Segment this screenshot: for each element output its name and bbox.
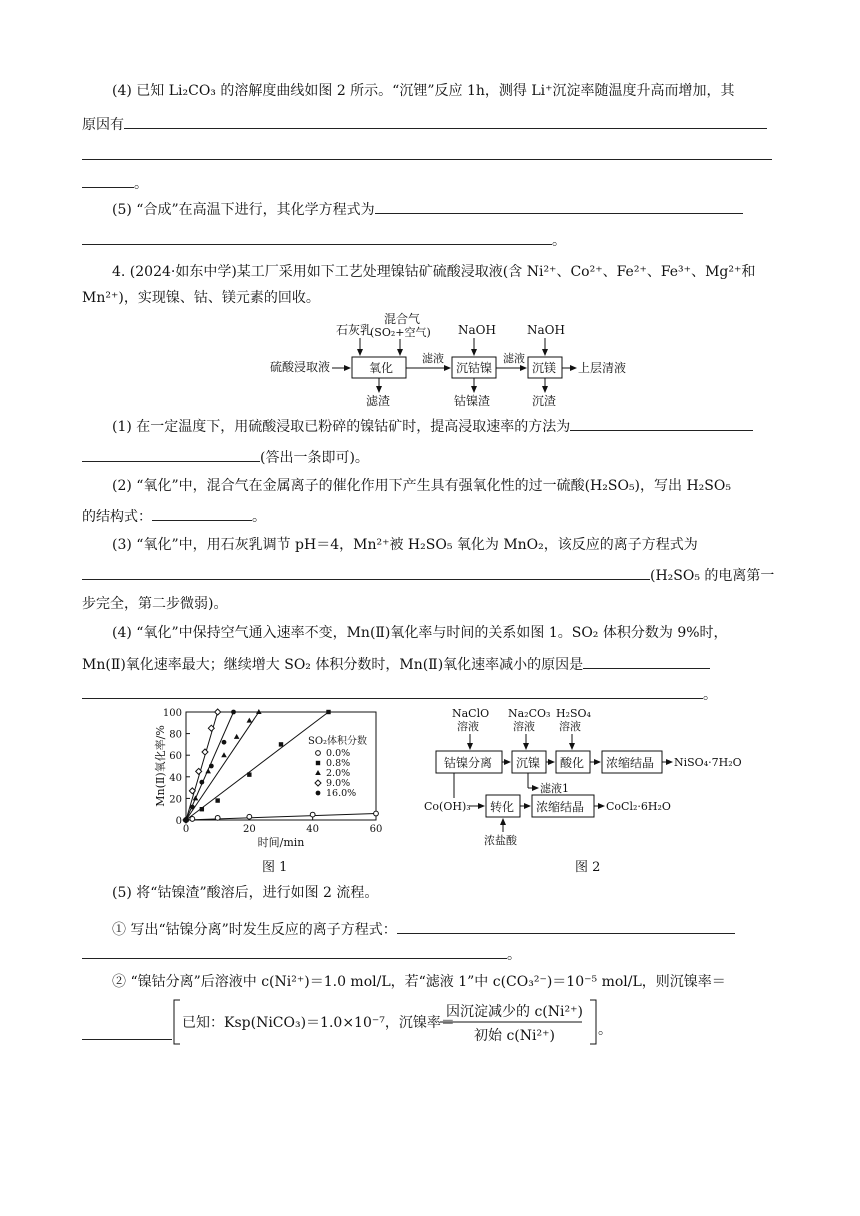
data-point xyxy=(190,817,195,822)
data-point xyxy=(310,812,315,817)
data-point xyxy=(326,710,330,714)
reagent-na2co3: Na₂CO₃ xyxy=(508,708,551,720)
legend-entry: 16.0% xyxy=(326,788,357,799)
data-point xyxy=(234,734,240,739)
answer-blank[interactable] xyxy=(82,1024,172,1040)
residue3-label: 沉渣 xyxy=(532,394,557,408)
data-point xyxy=(315,780,321,786)
series-0.0% xyxy=(184,811,379,822)
x-tick-label: 0 xyxy=(182,824,190,835)
y-axis-label: Mn(Ⅱ)氧化率/% xyxy=(154,725,167,807)
reagent-naoh-1: NaOH xyxy=(458,323,496,337)
sub5-item2: ② “镍钴分离”后溶液中 c(Ni²⁺)＝1.0 mol/L，若“滤液 1”中 c(CO₃²⁻)＝10⁻⁵ mol/L，则沉镍率＝ xyxy=(112,974,726,990)
sub3-line2: (H₂SO₅ 的电离第一 xyxy=(82,564,774,586)
reagent-gas-b: (SO₂+空气) xyxy=(370,326,431,339)
y-tick-label: 80 xyxy=(169,729,182,741)
series-2.0% xyxy=(183,709,261,822)
fraction-numerator: 因沉淀减少的 c(Ni²⁺) xyxy=(446,1004,583,1020)
data-point xyxy=(316,751,321,756)
figure1-caption: 图 1 xyxy=(262,860,288,875)
answer-blank[interactable] xyxy=(82,144,772,160)
filtrate2-label: 滤液 xyxy=(503,352,525,365)
reagent-hcl: 浓盐酸 xyxy=(484,834,517,846)
sub5-item2-blank xyxy=(82,1024,172,1046)
x-tick-label: 40 xyxy=(306,824,320,835)
sub5-item1: ① 写出“钴镍分离”时发生反应的离子方程式： xyxy=(112,918,735,940)
y-tick-label: 0 xyxy=(175,816,182,827)
y-tick-label: 40 xyxy=(169,772,182,784)
sub1-line2: (答出一条即可)。 xyxy=(82,446,369,468)
q4-part4-line4: 。 xyxy=(82,172,148,194)
data-point xyxy=(279,742,283,746)
answer-blank[interactable] xyxy=(375,198,743,214)
answer-blank[interactable] xyxy=(124,113,767,129)
legend-title: SO₂体积分数 xyxy=(308,736,368,747)
filtrate1-label: 滤液 xyxy=(422,352,444,365)
data-point xyxy=(199,780,204,785)
reagent-lime: 石灰乳 xyxy=(336,323,373,337)
data-point xyxy=(215,815,220,820)
data-point xyxy=(202,749,208,755)
answer-blank[interactable] xyxy=(82,446,260,462)
data-point xyxy=(231,710,236,715)
problem4-stem-line1: 4. (2024·如东中学)某工厂采用如下工艺处理镍钴矿硫酸浸取液(含 Ni²⁺、Co²⁺、Fe²⁺、Fe³⁺、Mg²⁺和 xyxy=(112,264,756,280)
box-separation-label: 钴镍分离 xyxy=(444,756,493,770)
box-precip-ni-label: 沉镍 xyxy=(516,756,541,770)
sentence-end: 。 xyxy=(598,1022,612,1038)
data-point xyxy=(209,764,214,769)
oxidation-rate-chart xyxy=(150,704,400,852)
x-axis-label: 时间/min xyxy=(257,836,305,849)
cobalt-hydroxide: Co(OH)₃ xyxy=(424,800,471,813)
data-point xyxy=(374,811,379,816)
answer-blank[interactable] xyxy=(82,229,552,245)
reagent-h2so4: H₂SO₄ xyxy=(556,708,591,720)
q4-part4-line2: 原因有 xyxy=(82,113,767,135)
q4-part4-line1: (4) 已知 Li₂CO₃ 的溶解度曲线如图 2 所示。“沉锂”反应 1h，测得 Li⁺沉淀率随温度升高而增加，其 xyxy=(112,83,735,99)
reagent-naclo-sol: 溶液 xyxy=(457,720,479,733)
known-text: 已知：Ksp(NiCO₃)＝1.0×10⁻⁷，沉镍率＝ xyxy=(182,1015,455,1031)
q4-part5-line1: (5) “合成”在高温下进行，其化学方程式为 xyxy=(112,198,743,220)
data-point xyxy=(316,791,321,796)
cobalt-nickel-flow-diagram xyxy=(420,708,780,846)
y-tick-label: 20 xyxy=(169,794,182,806)
sub5-line1: (5) 将“钴镍渣”酸溶后，进行如图 2 流程。 xyxy=(112,885,379,901)
data-point xyxy=(221,752,227,757)
box-co-ni-label: 沉钴镍 xyxy=(456,361,493,375)
known-condition-bracket xyxy=(172,998,612,1046)
legend-entry: 0.8% xyxy=(326,758,351,769)
reagent-h2so4-sol: 溶液 xyxy=(559,720,581,733)
answer-blank[interactable] xyxy=(152,505,252,521)
x-tick-label: 60 xyxy=(369,824,383,835)
data-point xyxy=(247,814,252,819)
box-convert-label: 转化 xyxy=(490,800,515,814)
legend-entry: 9.0% xyxy=(326,778,351,789)
answer-blank[interactable] xyxy=(583,653,710,669)
problem4-stem-line2: Mn²⁺)，实现镍、钴、镁元素的回收。 xyxy=(82,290,320,306)
residue2-label: 钴镍渣 xyxy=(454,394,491,408)
filtrate1-label: 滤液1 xyxy=(540,782,569,795)
box-crystallize1-label: 浓缩结晶 xyxy=(606,756,655,770)
sub3-line3: 步完全，第二步微弱)。 xyxy=(82,596,228,612)
reagent-naoh-2: NaOH xyxy=(527,323,565,337)
x-tick-label: 20 xyxy=(242,824,256,835)
y-tick-label: 100 xyxy=(162,708,182,719)
box-crystallize2-label: 浓缩结晶 xyxy=(536,800,585,814)
answer-blank[interactable] xyxy=(570,415,753,431)
box-acidify-label: 酸化 xyxy=(560,756,585,770)
answer-blank[interactable] xyxy=(82,564,650,580)
reagent-naclo: NaClO xyxy=(452,708,490,720)
data-point xyxy=(200,807,204,811)
box-oxidation-label: 氧化 xyxy=(369,361,394,375)
q4-part5-line2: 。 xyxy=(82,229,566,251)
flow-input: 硫酸浸取液 xyxy=(270,360,331,374)
sub2-line2: 的结构式： 。 xyxy=(82,505,266,527)
series-line xyxy=(186,712,259,820)
data-point xyxy=(184,818,189,823)
data-point xyxy=(222,740,227,745)
data-point xyxy=(316,761,320,765)
q4-part4-line3 xyxy=(82,144,772,166)
data-point xyxy=(190,805,195,810)
answer-blank[interactable] xyxy=(82,943,507,959)
sub5-item1-line2: 。 xyxy=(82,943,521,965)
reagent-gas-a: 混合气 xyxy=(384,312,421,326)
product-niso4: NiSO₄·7H₂O xyxy=(674,756,742,769)
sub4-line2: Mn(Ⅱ)氧化速率最大；继续增大 SO₂ 体积分数时，Mn(Ⅱ)氧化速率减小的原因是 xyxy=(82,653,710,675)
data-point xyxy=(315,770,321,775)
figure2-caption: 图 2 xyxy=(575,860,601,875)
box-mg-label: 沉镁 xyxy=(532,361,557,375)
data-point xyxy=(247,772,251,776)
sub4-line3: 。 xyxy=(82,683,717,705)
data-point xyxy=(215,798,219,802)
answer-blank[interactable] xyxy=(397,918,735,934)
residue1-label: 滤渣 xyxy=(366,394,391,408)
answer-blank[interactable] xyxy=(82,172,134,188)
data-point xyxy=(215,709,221,715)
sub2-line1: (2) “氧化”中，混合气在金属离子的催化作用下产生具有强氧化性的过一硫酸(H₂SO₅)，写出 H₂SO₅ xyxy=(112,478,731,494)
reagent-na2co3-sol: 溶液 xyxy=(513,720,535,733)
answer-blank[interactable] xyxy=(82,683,703,699)
data-point xyxy=(247,718,253,723)
series-0.8% xyxy=(184,710,331,822)
series-line xyxy=(186,712,329,820)
fraction-denominator: 初始 c(Ni²⁺) xyxy=(474,1028,555,1044)
legend-entry: 2.0% xyxy=(326,768,351,779)
series-line xyxy=(186,814,376,820)
flow-output: 上层清液 xyxy=(578,361,627,375)
process-flow-diagram xyxy=(260,312,640,412)
legend-entry: 0.0% xyxy=(326,748,351,759)
series-9.0% xyxy=(183,709,221,823)
sub3-line1: (3) “氧化”中，用石灰乳调节 pH＝4，Mn²⁺被 H₂SO₅ 氧化为 MnO₂，该反应的离子方程式为 xyxy=(112,537,698,553)
sub4-line1: (4) “氧化”中保持空气通入速率不变，Mn(Ⅱ)氧化率与时间的关系如图 1。SO₂ 体积分数为 9%时， xyxy=(112,625,728,641)
y-tick-label: 60 xyxy=(169,751,182,763)
product-cocl2: CoCl₂·6H₂O xyxy=(606,800,671,813)
sub1-line1: (1) 在一定温度下，用硫酸浸取已粉碎的镍钴矿时，提高浸取速率的方法为 xyxy=(112,415,753,437)
